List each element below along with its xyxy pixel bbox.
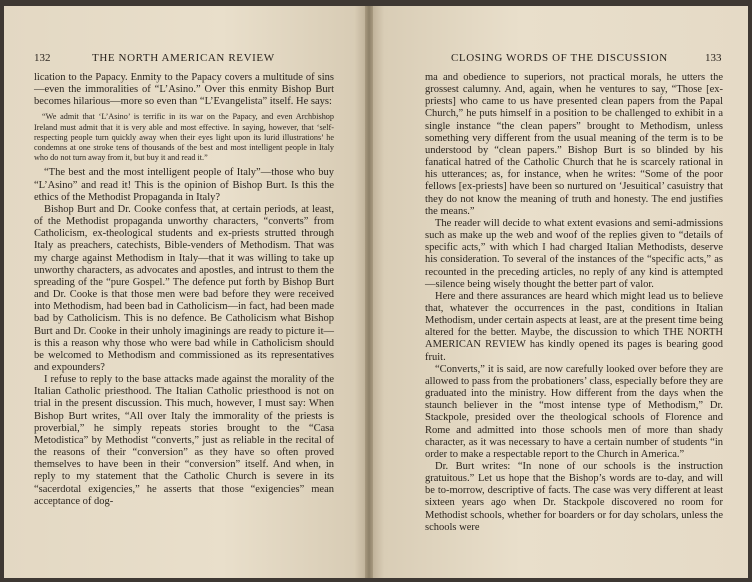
left-paragraph-3: Bishop Burt and Dr. Cooke confess that, at certain periods, at least, of the Methodist propaganda unworthy characters, “converts” from Catholicism, ex-theological students and ex-priests strutted through Italy as preachers, catechists, Bible-venders of Methodism. That was my charge against Methodism in Italy—that it was willing to take up unworthy characters, as advocates and apostles, and intrust to them the spreading of the “pure Gospel.” The defence put forth by Bishop Burt and Dr. Cooke is that those men were bad before they were received into Methodism, had been bad in Catholicism—in fact, had been made bad by Catholicism. This is no defence. Be Catholicism what Bishop Burt and Dr. Cooke in their unholy imaginings are ready to picture it—is this a reason why those who were bad while in Catholicism should be welcomed to Methodism and commissioned as its representatives and expounders? xyxy=(34,203,334,373)
right-paragraph-5: Dr. Burt writes: “In none of our schools is the instruction gratuitous.” Let us hope that the Bishop’s words are to-day, and will be to-morrow, descriptive of facts. The case was very different at least sixteen years ago when Dr. Stackpole discovered no room for Methodist schools, whether for boarders or for day scholars, unless the schools were xyxy=(425,461,723,533)
right-page-number: 133 xyxy=(705,52,722,64)
right-page xyxy=(369,6,748,578)
left-page-number: 132 xyxy=(34,52,51,64)
block-quote-text: “We admit that ‘L’Asino’ is terrific in its war on the Papacy, and even Archbishop Ireland must admit that it is very able and most effective. In saying, however, that ‘self-respecting people turn quickly away when their eyes light upon its lurid illustrations’ he condemns at one stroke tens of thousands of the best and most intelligent people in Italy who do not turn away from it, but buy it and read it.” xyxy=(34,112,334,163)
left-paragraph-2: “The best and the most intelligent people of Italy”—those who buy “L’Asino” and read it! This is the opinion of Bishop Burt. Is this the ethics of the Methodist Propaganda in Italy? xyxy=(34,167,334,203)
right-page-body xyxy=(425,72,723,534)
left-page-body xyxy=(34,72,334,508)
right-paragraph-2: The reader will decide to what extent evasions and semi-admissions such as make up the web and woof of the replies given to “details of specific acts,” with which I had charged Italian Methodists, deserve his consideration. To several of the instances of the “specific acts,” as recounted in the preceding articles, no reply of any kind is attempted—silence being wisely thought the better part of valor. xyxy=(425,217,723,290)
block-quote xyxy=(34,112,334,163)
left-paragraph-1: lication to the Papacy. Enmity to the Papacy covers a multitude of sins—even the immoralities of “L’Asino.” Over this enmity Bishop Burt becomes hilarious—more so even than “L’Evangelista” itself. He says: xyxy=(34,72,334,108)
left-page xyxy=(4,6,369,578)
right-paragraph-3: Here and there assurances are heard which might lead us to believe that, whatever the occurrences in the past, conditions in Italian Methodism, under certain aspects at least, are at the present time being altered for the better. Maybe, the discussion to which THE NORTH AMERICAN REVIEW has kindly opened its pages is bearing good fruit. xyxy=(425,290,723,363)
right-running-head: CLOSING WORDS OF THE DISCUSSION xyxy=(451,52,668,64)
right-paragraph-4: “Converts,” it is said, are now carefully looked over before they are allowed to pass from the probationers’ class, especially before they are graduated into the ministry. How different from the days when the staunch believer in the “most intense type of Methodism,” Dr. Stackpole, presided over the theological schools of Florence and Rome and admitted into those schools men of more than shady character, as it was necessary to have a certain number of students “in order to make a respectable report to the Church in America.” xyxy=(425,363,723,460)
book-gutter xyxy=(365,6,373,578)
left-running-head: THE NORTH AMERICAN REVIEW xyxy=(92,52,275,64)
right-paragraph-1: ma and obedience to superiors, not practical morals, he utters the grossest calumny. And, again, when he ventures to say, “Those [ex-priests] who came to us have presented clean papers from the Papal Church,” he puts himself in a position to be challenged to exhibit in a single instance “the clean papers” brought to Methodism, unless something very different from the usual meaning of the term is to be understood by “clean papers.” Bishop Burt is so blinded by his fanatical hatred of the Catholic Church that he is scarcely rational in his utterances; as, for instance, when he writes: “Some of the poor fellows [ex-priests] have been so nurtured on ‘Jesuitical’ casuistry that they do not know the meaning of truth and honesty. The end justifies the means.” xyxy=(425,72,723,217)
left-paragraph-4: I refuse to reply to the base attacks made against the morality of the Italian Catholic priesthood. The Italian Catholic priesthood is not on trial in the present discussion. This much, however, I must say: When Bishop Burt writes, “All over Italy the immorality of the priests is proverbial,” he simply repeats stories brought to the “Casa Metodistica” by Methodist “converts,” just as reliable in the recital of the reasons of their “conversion” as they have so often proved themselves to have been in their “conversion” itself. And when, in reply to my statement that the Catholic Church is severe in its “sacerdotal exigencies,” he asserts that those “exigencies” mean acceptance of dog- xyxy=(34,374,334,507)
